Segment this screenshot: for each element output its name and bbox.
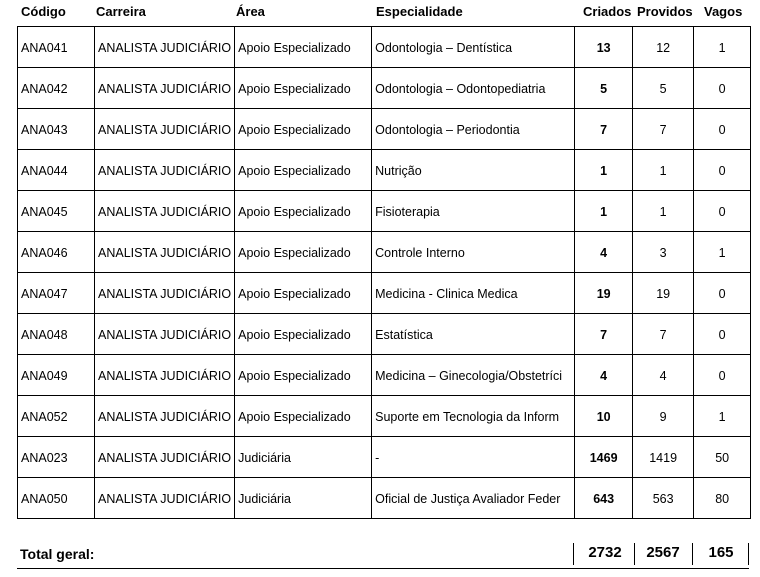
cell-area-text: Apoio Especializado — [238, 40, 351, 55]
cell-codigo — [18, 273, 95, 314]
cell-carreira-text: ANALISTA JUDICIÁRIO — [98, 286, 232, 301]
cell-criados — [575, 109, 633, 150]
cell-especialidade — [372, 437, 575, 478]
cell-carreira-text: ANALISTA JUDICIÁRIO — [98, 491, 232, 506]
cell-area-text: Apoio Especializado — [238, 204, 351, 219]
cell-criados-text: 7 — [600, 327, 608, 342]
cell-criados-text: 13 — [596, 40, 611, 55]
cell-criados-text: 1 — [600, 163, 608, 178]
cell-vagos — [694, 437, 751, 478]
cell-codigo-text: ANA049 — [21, 368, 68, 383]
cell-area — [235, 68, 372, 109]
cell-area — [235, 150, 372, 191]
header-especialidade: Especialidade — [376, 4, 463, 19]
cell-providos-text: 3 — [659, 245, 667, 260]
cell-providos-text: 4 — [659, 368, 667, 383]
cell-codigo-text: ANA041 — [21, 40, 68, 55]
table-row — [18, 232, 751, 273]
cell-area-text: Apoio Especializado — [238, 122, 351, 137]
table-row — [18, 27, 751, 68]
cell-especialidade-text: Controle Interno — [375, 245, 465, 260]
cell-criados-text: 7 — [600, 122, 608, 137]
cell-especialidade-text: Suporte em Tecnologia da Inform — [375, 409, 560, 424]
cell-providos-text: 7 — [659, 327, 667, 342]
cell-codigo-text: ANA048 — [21, 327, 68, 342]
cell-codigo-text: ANA044 — [21, 163, 68, 178]
cell-especialidade-text: - — [375, 450, 380, 465]
total-geral-label: Total geral: — [20, 546, 95, 562]
cell-area-text: Apoio Especializado — [238, 245, 351, 260]
cell-carreira — [95, 437, 235, 478]
cell-codigo — [18, 191, 95, 232]
cell-codigo-text: ANA043 — [21, 122, 68, 137]
cell-area — [235, 355, 372, 396]
cell-especialidade — [372, 109, 575, 150]
cell-carreira-text: ANALISTA JUDICIÁRIO — [98, 40, 232, 55]
cell-area-text: Judiciária — [238, 491, 291, 506]
cell-vagos-text: 0 — [718, 327, 726, 342]
cell-vagos-text: 0 — [718, 286, 726, 301]
cell-providos — [633, 191, 694, 232]
cell-area-text: Apoio Especializado — [238, 409, 351, 424]
cell-vagos — [694, 314, 751, 355]
cell-providos — [633, 437, 694, 478]
cell-criados — [575, 437, 633, 478]
cell-vagos-text: 0 — [718, 81, 726, 96]
header-area: Área — [236, 4, 265, 19]
cell-criados-text: 19 — [596, 286, 611, 301]
cell-especialidade — [372, 355, 575, 396]
cell-vagos-text: 0 — [718, 122, 726, 137]
total-divider — [634, 543, 635, 565]
cell-criados — [575, 355, 633, 396]
cell-especialidade-text: Odontologia – Dentística — [375, 40, 513, 55]
cell-carreira — [95, 150, 235, 191]
cell-criados-text: 1469 — [589, 450, 618, 465]
header-codigo: Código — [21, 4, 66, 19]
cell-carreira-text: ANALISTA JUDICIÁRIO — [98, 450, 232, 465]
cell-especialidade-text: Fisioterapia — [375, 204, 440, 219]
cell-providos-text: 1 — [659, 204, 667, 219]
cell-vagos — [694, 150, 751, 191]
cell-vagos-text: 50 — [715, 450, 730, 465]
cell-area-text: Apoio Especializado — [238, 327, 351, 342]
bottom-rule — [17, 568, 749, 569]
cell-criados-text: 4 — [600, 368, 608, 383]
cell-vagos-text: 1 — [718, 409, 726, 424]
cell-vagos — [694, 27, 751, 68]
table-row — [18, 68, 751, 109]
cell-carreira-text: ANALISTA JUDICIÁRIO — [98, 163, 232, 178]
cell-especialidade-text: Oficial de Justiça Avaliador Feder — [375, 491, 561, 506]
cell-especialidade — [372, 273, 575, 314]
table-row — [18, 437, 751, 478]
table-row — [18, 478, 751, 519]
cell-carreira-text: ANALISTA JUDICIÁRIO — [98, 327, 232, 342]
cell-carreira-text: ANALISTA JUDICIÁRIO — [98, 409, 232, 424]
table-row — [18, 109, 751, 150]
cell-vagos-text: 0 — [718, 163, 726, 178]
cell-area — [235, 191, 372, 232]
cell-criados — [575, 232, 633, 273]
cell-providos-text: 7 — [659, 122, 667, 137]
cell-criados — [575, 27, 633, 68]
cell-area — [235, 437, 372, 478]
cell-carreira-text: ANALISTA JUDICIÁRIO — [98, 122, 232, 137]
cell-area — [235, 109, 372, 150]
cell-area-text: Apoio Especializado — [238, 81, 351, 96]
total-criados: 2732 — [588, 544, 622, 561]
cell-providos — [633, 150, 694, 191]
cell-codigo — [18, 478, 95, 519]
header-carreira: Carreira — [96, 4, 146, 19]
cell-providos — [633, 109, 694, 150]
cell-vagos — [694, 232, 751, 273]
cell-area-text: Judiciária — [238, 450, 291, 465]
cell-codigo — [18, 314, 95, 355]
cell-codigo — [18, 355, 95, 396]
total-divider — [692, 543, 693, 565]
cell-providos — [633, 478, 694, 519]
cell-providos — [633, 273, 694, 314]
cell-providos-text: 5 — [659, 81, 667, 96]
cell-area-text: Apoio Especializado — [238, 286, 351, 301]
cell-criados — [575, 150, 633, 191]
cell-vagos — [694, 109, 751, 150]
cell-especialidade-text: Medicina – Ginecologia/Obstetríci — [375, 368, 563, 383]
cell-criados — [575, 68, 633, 109]
table-row — [18, 273, 751, 314]
cell-codigo — [18, 27, 95, 68]
cell-carreira — [95, 273, 235, 314]
cell-codigo-text: ANA023 — [21, 450, 68, 465]
cell-criados — [575, 396, 633, 437]
cell-criados-text: 4 — [600, 245, 608, 260]
cell-codigo — [18, 150, 95, 191]
cell-vagos — [694, 191, 751, 232]
cell-codigo-text: ANA047 — [21, 286, 68, 301]
table-body — [18, 27, 751, 519]
cell-criados — [575, 314, 633, 355]
cell-area — [235, 232, 372, 273]
cell-carreira — [95, 355, 235, 396]
cell-criados-text: 1 — [600, 204, 608, 219]
cell-carreira — [95, 314, 235, 355]
cell-especialidade — [372, 314, 575, 355]
cell-providos — [633, 27, 694, 68]
cell-codigo — [18, 437, 95, 478]
cell-carreira — [95, 109, 235, 150]
cell-especialidade — [372, 27, 575, 68]
cell-especialidade — [372, 396, 575, 437]
cell-especialidade-text: Odontologia – Odontopediatria — [375, 81, 546, 96]
cell-especialidade-text: Medicina - Clinica Medica — [375, 286, 518, 301]
cell-especialidade — [372, 150, 575, 191]
cell-codigo-text: ANA045 — [21, 204, 68, 219]
cell-providos-text: 19 — [656, 286, 671, 301]
cell-vagos-text: 0 — [718, 368, 726, 383]
cell-vagos — [694, 355, 751, 396]
cell-especialidade-text: Nutrição — [375, 163, 422, 178]
cell-providos-text: 12 — [656, 40, 671, 55]
cell-especialidade-text: Odontologia – Periodontia — [375, 122, 520, 137]
cell-codigo — [18, 232, 95, 273]
cell-criados-text: 643 — [593, 491, 615, 506]
cell-vagos — [694, 478, 751, 519]
cell-carreira-text: ANALISTA JUDICIÁRIO — [98, 245, 232, 260]
cell-carreira-text: ANALISTA JUDICIÁRIO — [98, 368, 232, 383]
cell-area — [235, 27, 372, 68]
total-providos: 2567 — [646, 544, 680, 561]
cell-providos-text: 563 — [652, 491, 674, 506]
cell-carreira-text: ANALISTA JUDICIÁRIO — [98, 81, 232, 96]
cell-criados — [575, 273, 633, 314]
cell-especialidade — [372, 478, 575, 519]
cell-carreira — [95, 191, 235, 232]
cell-vagos — [694, 273, 751, 314]
cell-carreira — [95, 396, 235, 437]
table-row — [18, 191, 751, 232]
cell-especialidade — [372, 232, 575, 273]
cell-codigo-text: ANA042 — [21, 81, 68, 96]
cell-carreira — [95, 27, 235, 68]
cell-area-text: Apoio Especializado — [238, 368, 351, 383]
cargos-table — [17, 26, 751, 519]
cell-providos-text: 9 — [659, 409, 667, 424]
cell-carreira — [95, 68, 235, 109]
cell-area — [235, 478, 372, 519]
cell-codigo-text: ANA050 — [21, 491, 68, 506]
cell-especialidade-text: Estatística — [375, 327, 433, 342]
cell-especialidade — [372, 191, 575, 232]
cell-especialidade — [372, 68, 575, 109]
cell-area-text: Apoio Especializado — [238, 163, 351, 178]
cell-codigo — [18, 109, 95, 150]
header-providos: Providos — [637, 4, 693, 19]
cell-vagos — [694, 68, 751, 109]
header-vagos: Vagos — [704, 4, 743, 19]
cell-providos — [633, 68, 694, 109]
total-divider — [748, 543, 749, 565]
cell-vagos-text: 0 — [718, 204, 726, 219]
cell-vagos — [694, 396, 751, 437]
cell-providos — [633, 396, 694, 437]
header-criados: Criados — [583, 4, 632, 19]
cell-criados-text: 5 — [600, 81, 608, 96]
cell-providos-text: 1 — [659, 163, 667, 178]
cell-vagos-text: 1 — [718, 40, 726, 55]
cell-codigo-text: ANA046 — [21, 245, 68, 260]
total-divider — [573, 543, 574, 565]
cell-carreira — [95, 478, 235, 519]
cell-providos — [633, 314, 694, 355]
table-row — [18, 396, 751, 437]
cell-criados — [575, 478, 633, 519]
table-row — [18, 150, 751, 191]
cell-providos — [633, 232, 694, 273]
cell-vagos-text: 80 — [715, 491, 730, 506]
table-row — [18, 355, 751, 396]
total-vagos: 165 — [708, 544, 734, 561]
cell-carreira — [95, 232, 235, 273]
cell-area — [235, 396, 372, 437]
cell-carreira-text: ANALISTA JUDICIÁRIO — [98, 204, 232, 219]
cell-criados — [575, 191, 633, 232]
table-row — [18, 314, 751, 355]
cell-codigo — [18, 68, 95, 109]
cell-area — [235, 314, 372, 355]
cell-codigo — [18, 396, 95, 437]
cell-providos — [633, 355, 694, 396]
cell-providos-text: 1419 — [649, 450, 678, 465]
cell-codigo-text: ANA052 — [21, 409, 68, 424]
cell-criados-text: 10 — [596, 409, 611, 424]
cell-vagos-text: 1 — [718, 245, 726, 260]
cell-area — [235, 273, 372, 314]
